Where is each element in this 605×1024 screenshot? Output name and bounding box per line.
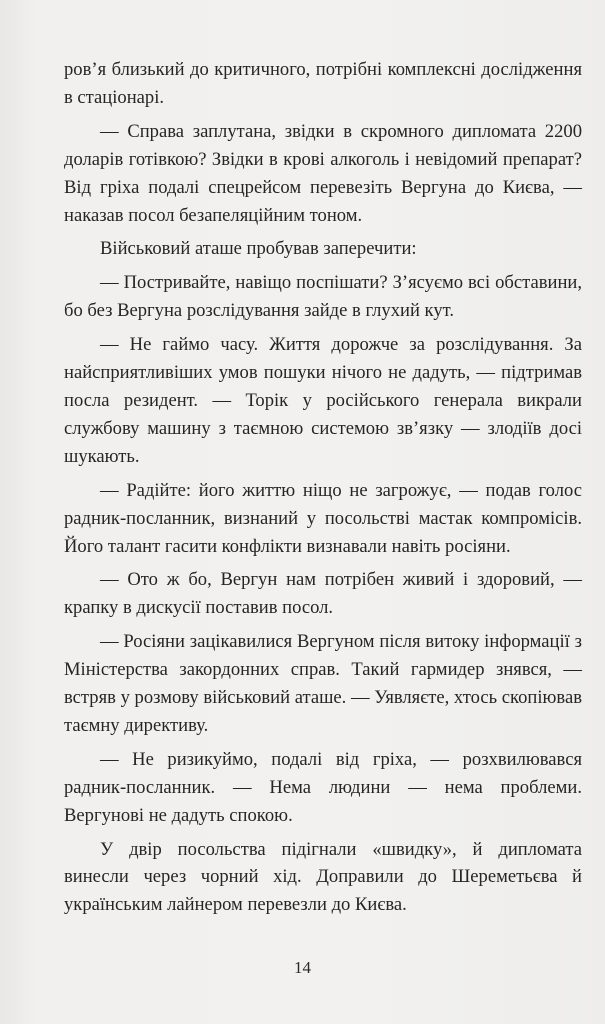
body-text [64,56,582,925]
paragraph: — Постривайте, навіщо поспішати? З’ясуємо всі обставини, бо без Вергуна розслідування зайде в глухий кут. [64,272,582,322]
paragraph: У двір посольства підігнали «швидку», й дипломата винесли через чорний хід. Доправили до Шереметьєва й українським лайнером перевезли до Києва. [64,838,582,916]
paragraph: — Радійте: його життю ніщо не загрожує, — подав голос радник-посланник, визнаний у посольстві мастак компромісів. Його талант гасити конфлікти визнавали навіть росіяни. [64,479,582,557]
paragraph: — Не ризикуймо, подалі від гріха, — розхвилювався радник-посланник. — Нема людини — нема проблеми. Вергунові не дадуть спокою. [64,748,582,826]
paragraph: Військовий аташе пробував заперечити: [100,238,417,260]
page-number: 14 [294,958,311,977]
paragraph: — Не гаймо часу. Життя дорожче за розслідування. За найсприятливіших умов пошуки нічого не дадуть, — підтримав посла резидент. — Торік у російського генерала викрали службову машину з таємною системою зв’язку — злодіїв досі шукають. [64,334,582,467]
paragraph: — Ото ж бо, Вергун нам потрібен живий і здоровий, — крапку в дискусії поставив посол. [64,569,582,619]
paragraph: ров’я близький до критичного, потрібні комплексні дослідження в стаціонарі. [64,59,582,108]
paragraph: — Росіяни зацікавилися Вергуном після витоку інформації з Міністерства закордонних справ. Такий гармидер знявся, — встряв у розмову військовий аташе. — Уявляєте, хтось скопіював таємну директиву. [64,631,582,736]
paragraph: — Справа заплутана, звідки в скромного дипломата 2200 доларів готівкою? Звідки в крові алкоголь і невідомий препарат? Від гріха подалі спецрейсом перевезіть Вергуна до Києва, — наказав посол безапеляційним тоном. [64,120,582,226]
